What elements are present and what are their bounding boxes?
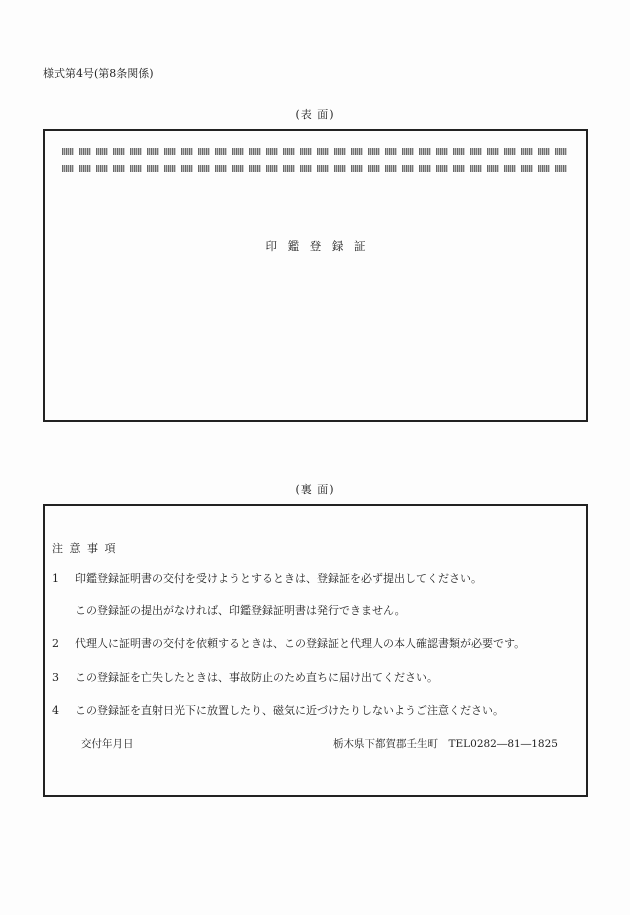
code-block <box>470 165 482 172</box>
code-block <box>521 165 533 172</box>
code-block <box>96 165 108 172</box>
note-text: この登録証を亡失したときは、事故防止のため直ちに届け出てください。 <box>75 671 438 684</box>
front-card <box>43 129 588 422</box>
code-block <box>504 165 516 172</box>
code-block <box>436 148 448 155</box>
code-block <box>453 165 465 172</box>
code-block <box>538 165 550 172</box>
code-block <box>232 165 244 172</box>
code-block <box>283 148 295 155</box>
note-number: 2 <box>52 637 59 650</box>
code-block <box>385 165 397 172</box>
code-block <box>130 148 142 155</box>
code-block <box>368 165 380 172</box>
note-item <box>52 635 525 651</box>
code-block <box>79 148 91 155</box>
code-block <box>368 148 380 155</box>
code-block <box>334 148 346 155</box>
code-block <box>317 165 329 172</box>
code-block <box>385 148 397 155</box>
front-side-label: (表 面) <box>295 108 335 121</box>
note-number: 4 <box>52 704 59 717</box>
note-number: 1 <box>52 572 59 585</box>
code-block <box>164 165 176 172</box>
code-block <box>419 165 431 172</box>
code-block <box>181 148 193 155</box>
note-item <box>52 602 406 618</box>
note-text: この登録証の提出がなければ、印鑑登録証明書は発行できません。 <box>75 604 406 617</box>
code-block <box>181 165 193 172</box>
code-block <box>419 148 431 155</box>
code-block <box>283 165 295 172</box>
code-block <box>249 165 261 172</box>
code-block <box>351 165 363 172</box>
code-block <box>487 165 499 172</box>
code-block <box>266 165 278 172</box>
code-block <box>79 165 91 172</box>
code-block <box>215 165 227 172</box>
note-number: 3 <box>52 671 59 684</box>
code-block <box>147 148 159 155</box>
code-block <box>147 165 159 172</box>
code-block <box>113 148 125 155</box>
code-block <box>300 148 312 155</box>
code-block <box>215 148 227 155</box>
code-block <box>334 165 346 172</box>
code-block <box>470 148 482 155</box>
code-block <box>555 148 567 155</box>
code-pattern-row <box>62 148 567 155</box>
card-title: 印 鑑 登 録 証 <box>265 239 366 253</box>
code-block <box>402 165 414 172</box>
code-block <box>198 148 210 155</box>
back-side-label: (裏 面) <box>295 483 335 496</box>
code-block <box>249 148 261 155</box>
code-block <box>198 165 210 172</box>
note-text: この登録証を直射日光下に放置したり、磁気に近づけたりしないようご注意ください。 <box>75 704 504 717</box>
issuer-contact: 栃木県下都賀郡壬生町 TEL0282―81―1825 <box>333 738 558 750</box>
code-block <box>164 148 176 155</box>
back-card <box>43 504 588 797</box>
form-number: 様式第4号(第8条関係) <box>43 67 154 80</box>
code-block <box>555 165 567 172</box>
code-block <box>351 148 363 155</box>
code-block <box>113 165 125 172</box>
code-block <box>96 148 108 155</box>
note-text: 印鑑登録証明書の交付を受けようとするときは、登録証を必ず提出してください。 <box>75 572 482 585</box>
code-block <box>130 165 142 172</box>
notes-heading: 注 意 事 項 <box>52 542 116 555</box>
code-block <box>436 165 448 172</box>
issue-date-label: 交付年月日 <box>81 738 134 750</box>
code-block <box>232 148 244 155</box>
note-text: 代理人に証明書の交付を依頼するときは、この登録証と代理人の本人確認書類が必要です。 <box>75 637 526 650</box>
note-item <box>52 702 504 718</box>
code-block <box>402 148 414 155</box>
code-block <box>504 148 516 155</box>
note-item <box>52 669 438 685</box>
code-block <box>538 148 550 155</box>
code-block <box>317 148 329 155</box>
code-block <box>300 165 312 172</box>
note-item <box>52 570 482 586</box>
code-block <box>487 148 499 155</box>
code-block <box>266 148 278 155</box>
code-block <box>453 148 465 155</box>
code-block <box>62 148 74 155</box>
code-block <box>62 165 74 172</box>
code-block <box>521 148 533 155</box>
code-pattern-row <box>62 165 567 172</box>
